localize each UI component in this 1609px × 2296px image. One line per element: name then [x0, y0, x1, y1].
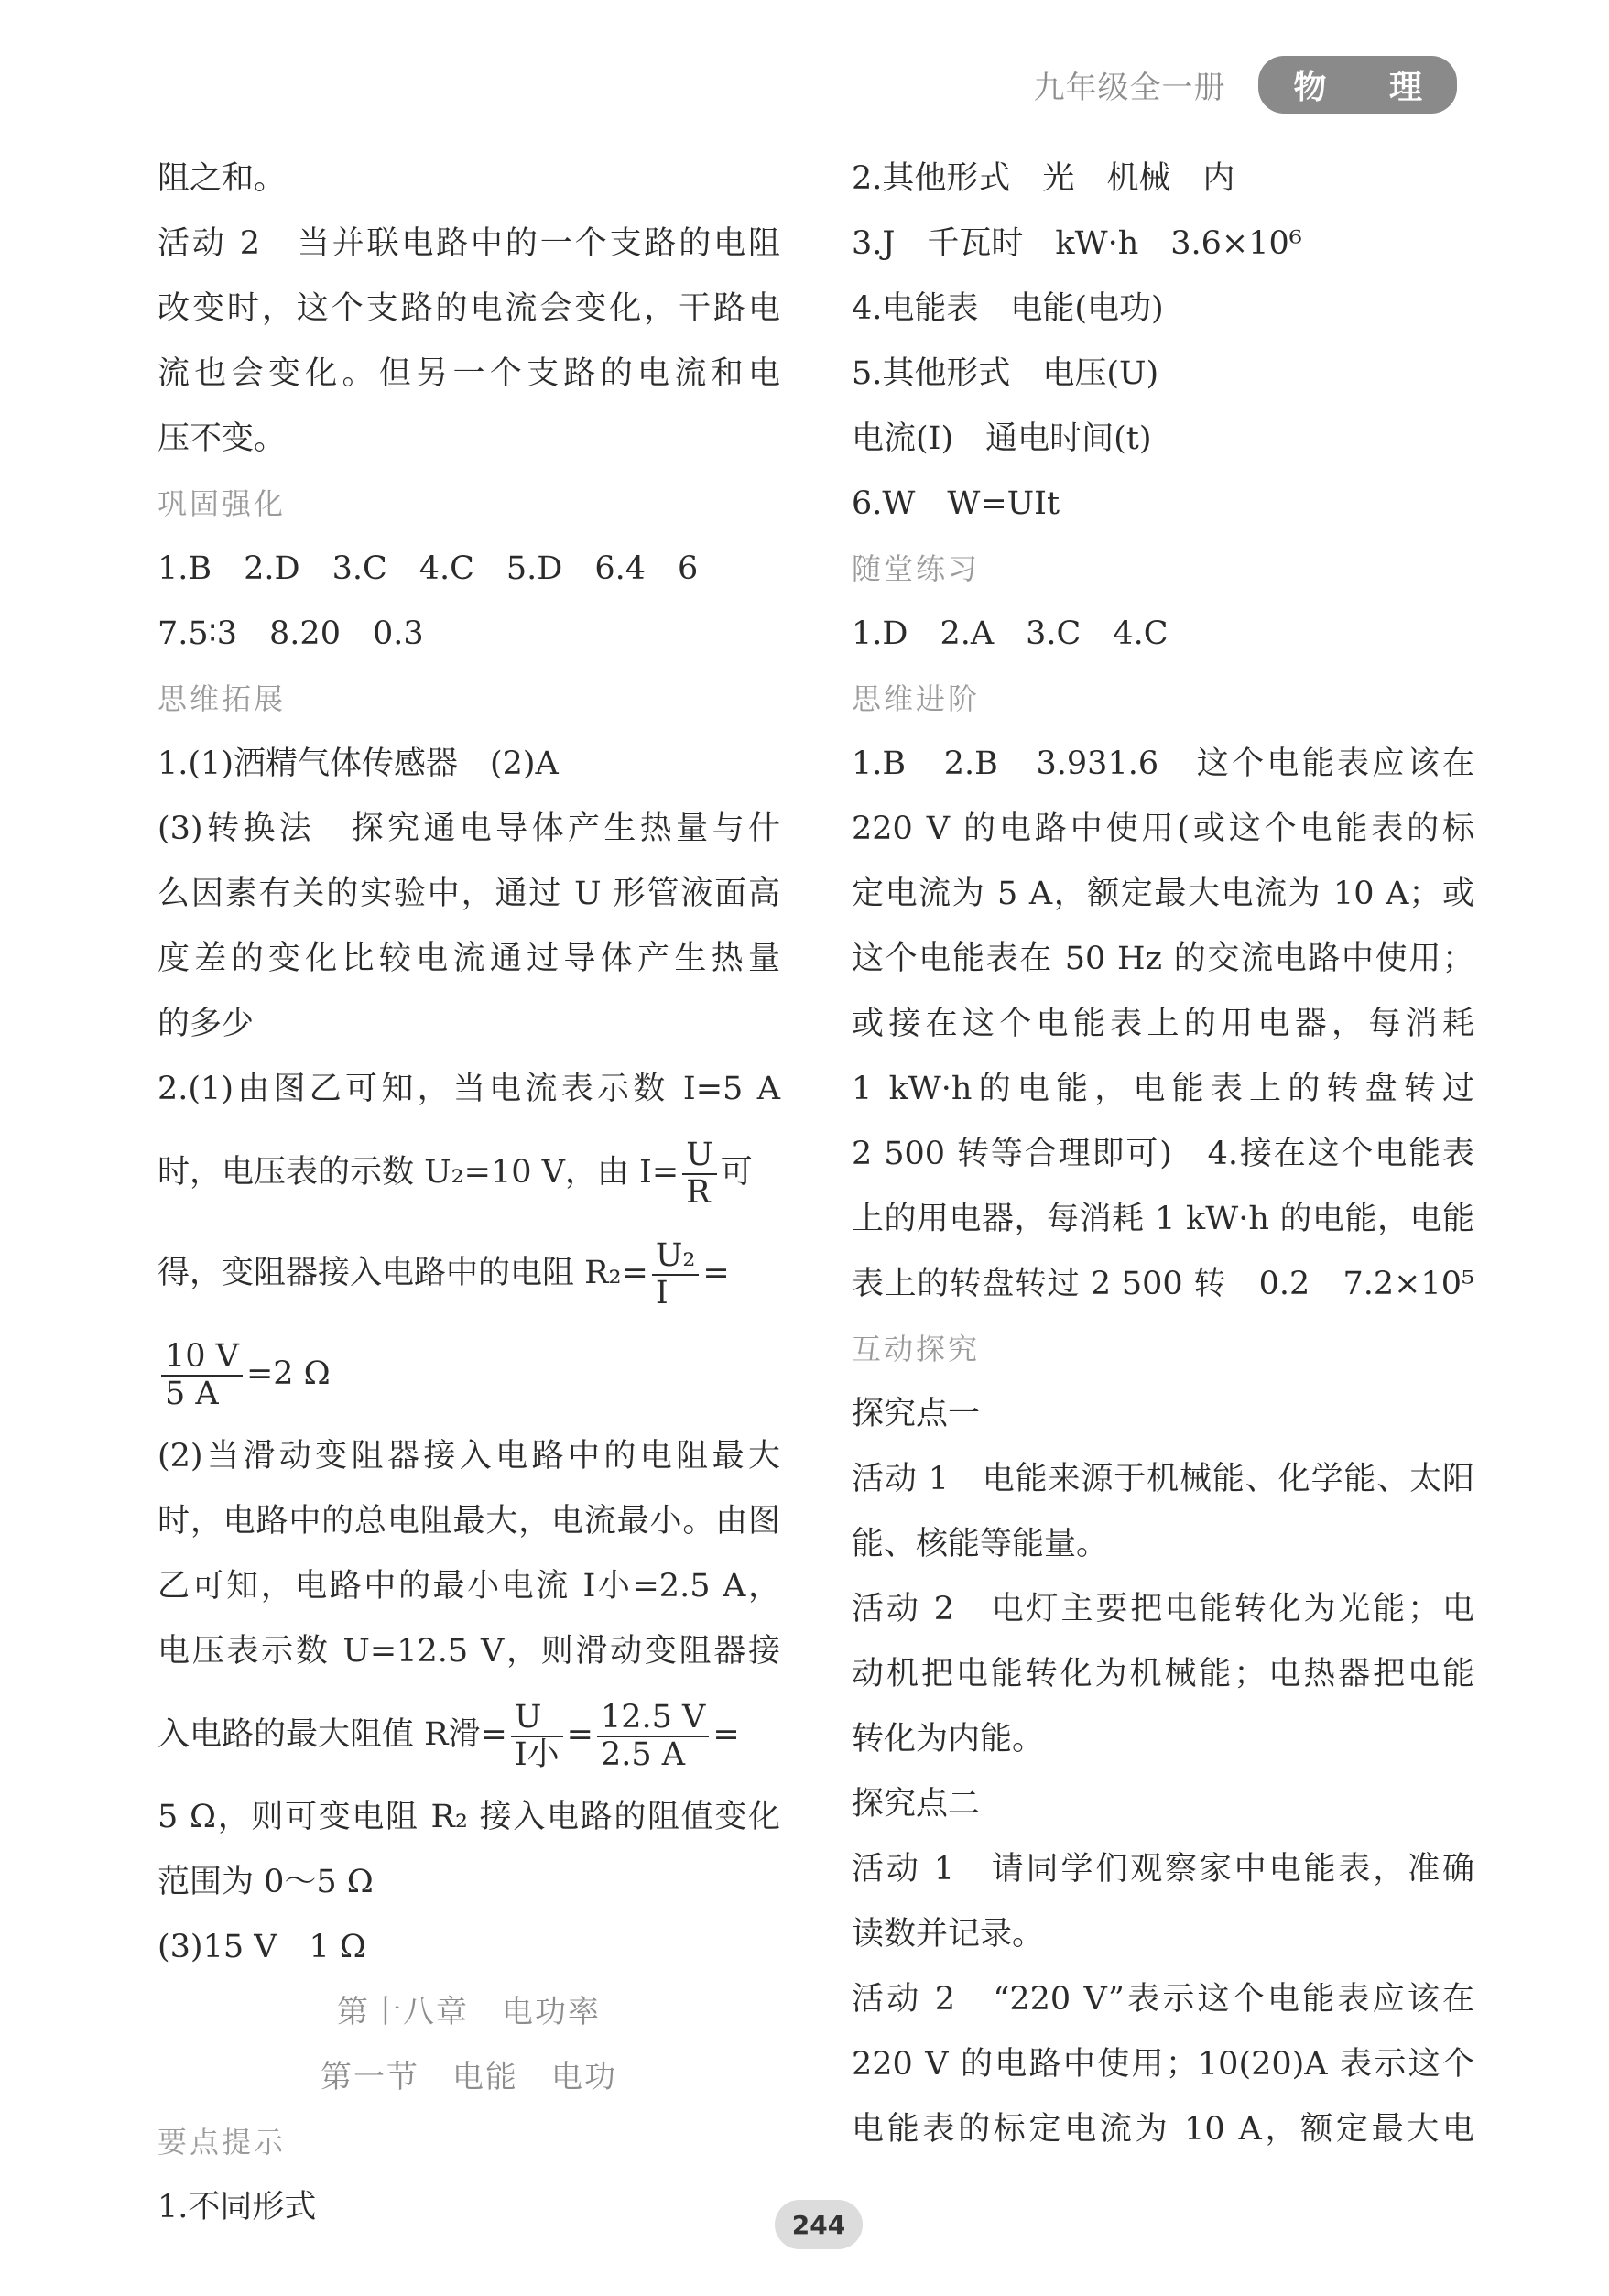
right-column [852, 147, 1474, 2162]
text-line: 5.其他形式 电压(U) [852, 355, 1159, 392]
section-heading: 要点提示 [158, 2125, 287, 2160]
fraction [511, 1700, 563, 1772]
text-line: 这个电能表在 50 Hz 的交流电路中使用； [852, 941, 1474, 977]
numerator: 10 V [161, 1339, 243, 1377]
text-line: (2)当滑动变阻器接入电路中的电阻最大 [158, 1438, 780, 1474]
formula-line [158, 1223, 780, 1323]
text-line: (3)转换法 探究通电导体产生热量与什 [158, 811, 780, 847]
fraction [161, 1339, 243, 1411]
text-line: 探究点二 [852, 1786, 981, 1823]
section-heading: 巩固强化 [158, 486, 287, 521]
text-line: 220 V 的电路中使用(或这个电能表的标 [852, 811, 1474, 847]
text-line: 上的用电器，每消耗 1 kW·h 的电能，电能 [852, 1201, 1474, 1237]
text-line: 1.不同形式 [158, 2189, 317, 2225]
text-segment: 时，电压表的示数 U₂=10 V，由 I= [158, 1154, 679, 1191]
text-line: 转化为内能。 [852, 1721, 1045, 1757]
grade-label: 九年级全一册 [1033, 69, 1226, 106]
text-segment: 得，变阻器接入电路中的电阻 R₂= [158, 1255, 648, 1291]
formula-line [158, 1122, 780, 1223]
text-line: 乙可知，电路中的最小电流 I小=2.5 A， [158, 1568, 780, 1605]
text-line: 或接在这个电能表上的用电器，每消耗 [852, 1006, 1474, 1042]
text-line: 电流(I) 通电时间(t) [852, 420, 1152, 457]
text-line: 6.W W=UIt [852, 485, 1060, 522]
text-line: 探究点一 [852, 1396, 981, 1432]
text-line: 时，电路中的总电阻最大，电流最小。由图 [158, 1503, 780, 1540]
section-heading: 思维进阶 [852, 681, 981, 716]
text-line: 表上的转盘转过 2 500 转 0.2 7.2×10⁵ [852, 1266, 1474, 1302]
denominator: 2.5 A [600, 1736, 686, 1773]
denominator: 5 A [165, 1375, 219, 1412]
text-line: 2.(1)由图乙可知，当电流表示数 I=5 A [158, 1071, 780, 1107]
text-line: 电能表的标定电流为 10 A，额定最大电 [852, 2111, 1474, 2148]
text-line: 范围为 0～5 Ω [158, 1864, 374, 1900]
text-line: 阻之和。 [158, 160, 287, 197]
text-line: 改变时，这个支路的电流会变化，干路电 [158, 290, 780, 327]
text-line: 220 V 的电路中使用；10(20)A 表示这个 [852, 2046, 1474, 2083]
answer-line: 1.B 2.D 3.C 4.C 5.D 6.4 6 [158, 550, 699, 587]
text-line: 么因素有关的实验中，通过 U 形管液面高 [158, 876, 780, 912]
text-line: 1.(1)酒精气体传感器 (2)A [158, 745, 559, 782]
text-line: 活动 2 “220 V”表示这个电能表应该在 [852, 1981, 1474, 2018]
text-line: 活动 1 电能来源于机械能、化学能、太阳 [852, 1461, 1474, 1497]
text-segment: =2 Ω [245, 1355, 331, 1392]
text-line: 2.其他形式 光 机械 内 [852, 160, 1235, 197]
left-column [158, 147, 780, 2240]
text-line: 定电流为 5 A，额定最大电流为 10 A；或 [852, 876, 1474, 912]
page-number: 244 [775, 2200, 863, 2249]
numerator: U₂ [652, 1238, 700, 1276]
answer-line: 1.D 2.A 3.C 4.C [852, 615, 1169, 652]
section-title: 第一节 电能 电功 [321, 2059, 617, 2095]
text-line: 2 500 转等合理即可) 4.接在这个电能表 [852, 1136, 1474, 1172]
text-line: 活动 2 当并联电路中的一个支路的电阻 [158, 225, 780, 262]
answer-line: 7.5∶3 8.20 0.3 [158, 615, 424, 652]
section-heading: 思维拓展 [158, 681, 287, 716]
text-line: 活动 2 电灯主要把电能转化为光能；电 [852, 1591, 1474, 1627]
fraction [652, 1238, 700, 1311]
text-line: 的多少 [158, 1006, 255, 1042]
denominator: R [686, 1173, 711, 1211]
text-line: 能、核能等能量。 [852, 1526, 1109, 1562]
fraction [682, 1137, 717, 1210]
text-segment: 可 [720, 1154, 753, 1191]
numerator: U [682, 1137, 717, 1175]
text-line: 1.B 2.B 3.931.6 这个电能表应该在 [852, 745, 1474, 782]
denominator: I小 [514, 1736, 560, 1773]
formula-line [158, 1684, 780, 1785]
text-line: 电压表示数 U=12.5 V，则滑动变阻器接 [158, 1633, 780, 1670]
numerator: U [511, 1700, 563, 1737]
text-segment: = [566, 1716, 593, 1753]
text-line: 度差的变化比较电流通过导体产生热量 [158, 941, 780, 977]
text-line: (3)15 V 1 Ω [158, 1929, 366, 1965]
text-segment: = [702, 1255, 730, 1291]
text-line: 1 kW·h的电能，电能表上的转盘转过 [852, 1071, 1474, 1107]
chapter-title: 第十八章 电功率 [337, 1994, 601, 2030]
text-line: 3.J 千瓦时 kW·h 3.6×10⁶ [852, 225, 1302, 262]
subject-badge: 物 理 [1258, 56, 1457, 114]
text-line: 活动 1 请同学们观察家中电能表，准确 [852, 1851, 1474, 1888]
denominator: I [655, 1274, 669, 1311]
text-line: 4.电能表 电能(电功) [852, 290, 1164, 327]
text-line: 读数并记录。 [852, 1916, 1045, 1953]
fraction [597, 1700, 709, 1772]
section-heading: 互动探究 [852, 1332, 981, 1366]
text-segment: 入电路的最大阻值 R滑= [158, 1716, 507, 1753]
section-heading: 随堂练习 [852, 551, 981, 586]
text-segment: = [712, 1716, 740, 1753]
page-header [1033, 57, 1457, 112]
formula-line [158, 1323, 780, 1424]
text-line: 流也会变化。但另一个支路的电流和电 [158, 355, 780, 392]
numerator: 12.5 V [597, 1700, 709, 1737]
text-line: 5 Ω，则可变电阻 R₂ 接入电路的阻值变化 [158, 1799, 780, 1835]
text-line: 动机把电能转化为机械能；电热器把电能 [852, 1656, 1474, 1692]
text-line: 压不变。 [158, 420, 287, 457]
